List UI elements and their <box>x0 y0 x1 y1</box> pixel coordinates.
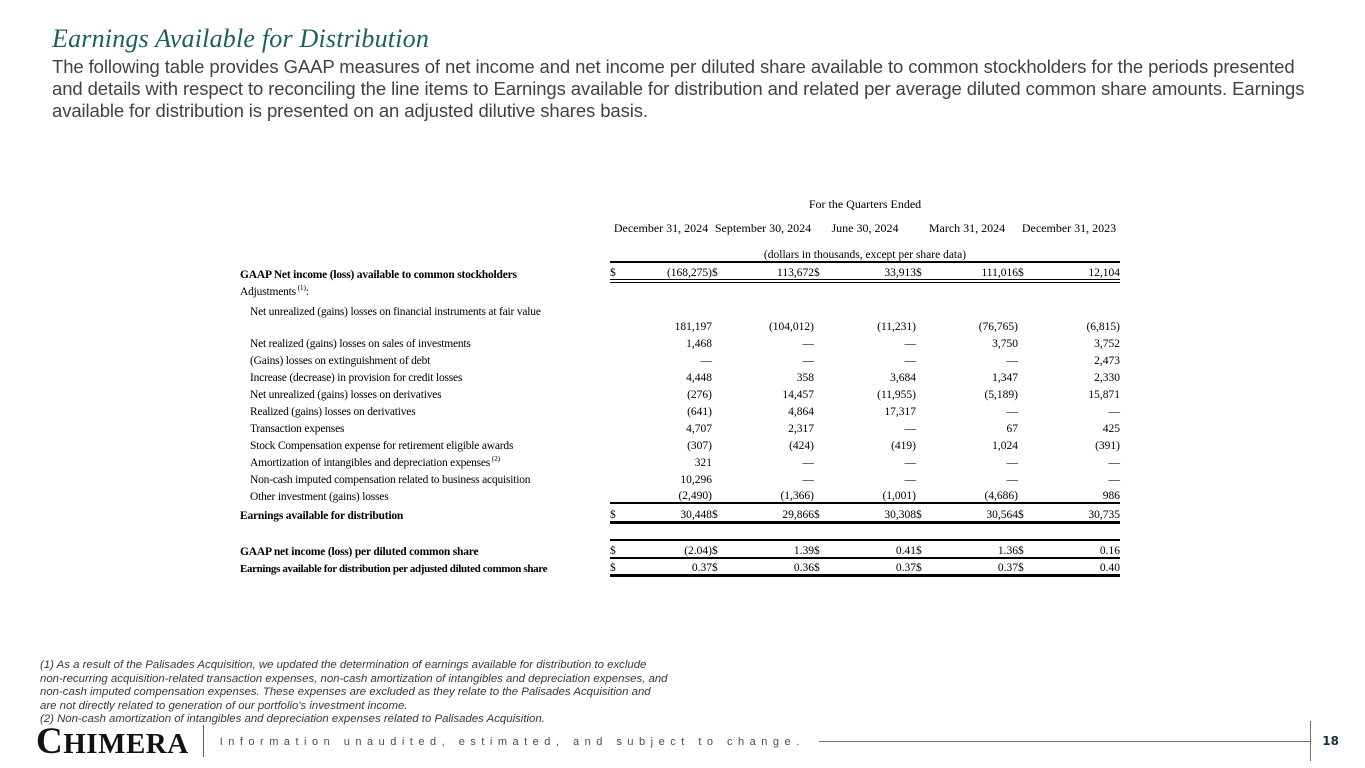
cell-value: (104,012) <box>768 321 814 333</box>
cell-value: (4,686) <box>940 486 1018 503</box>
footer <box>36 718 1339 764</box>
page-title: Earnings Available for Distribution <box>52 24 430 53</box>
cell-value: 2,473 <box>1094 355 1120 367</box>
cell-dollar-sign <box>1018 318 1042 333</box>
table-row <box>240 350 1120 367</box>
cell-value: 321 <box>694 457 712 469</box>
cell-value: 1.39 <box>736 540 814 558</box>
table-row <box>240 298 1120 318</box>
cell-value: 1,347 <box>992 372 1018 384</box>
table-row <box>240 452 1120 469</box>
cell-dollar-sign: $ <box>712 558 736 575</box>
table-row <box>240 333 1120 350</box>
cell-dollar-sign <box>814 333 838 350</box>
cell-dollar-sign <box>610 384 634 401</box>
table-row <box>240 281 1120 298</box>
cell-value: 0.37 <box>940 558 1018 575</box>
cell-dollar-sign <box>1018 367 1042 384</box>
cell-value: (76,765) <box>978 321 1018 333</box>
cell-dollar-sign <box>1018 435 1042 452</box>
cell-dollar-sign: $ <box>814 540 838 558</box>
cell-dollar-sign <box>610 486 634 503</box>
cell-dollar-sign <box>712 318 736 333</box>
cell-value: 30,564 <box>940 503 1018 522</box>
cell-value: 986 <box>1042 486 1120 503</box>
row-label: GAAP net income (loss) per diluted common share <box>240 546 479 558</box>
cell-value: — <box>904 423 916 435</box>
reconciliation-table <box>240 196 1120 577</box>
cell-dollar-sign <box>1018 281 1042 298</box>
cell-dollar-sign <box>712 350 736 367</box>
cell-dollar-sign <box>712 452 736 469</box>
cell-value: 30,308 <box>838 503 916 522</box>
cell-dollar-sign <box>610 367 634 384</box>
cell-value: (5,189) <box>984 389 1018 401</box>
cell-value <box>940 298 1018 318</box>
column-header-q1: December 31, 2024 <box>613 221 709 235</box>
cell-dollar-sign <box>916 333 940 350</box>
cell-dollar-sign: $ <box>916 558 940 575</box>
cell-value: 0.40 <box>1042 558 1120 575</box>
table-row <box>240 469 1120 486</box>
table-caption: For the Quarters Ended <box>808 197 922 211</box>
row-label: Amortization of intangibles and depreciation expenses $^{(2)}$ <box>250 454 500 469</box>
cell-dollar-sign: $ <box>610 503 634 522</box>
cell-dollar-sign: $ <box>916 540 940 558</box>
row-label: Net unrealized (gains) losses on derivatives <box>250 389 442 401</box>
cell-dollar-sign: $ <box>814 558 838 575</box>
cell-dollar-sign <box>814 469 838 486</box>
table-spacer-row <box>240 236 1120 246</box>
cell-value: 4,707 <box>686 423 712 435</box>
cell-value: — <box>802 338 814 350</box>
cell-value <box>634 298 712 318</box>
empty-cell <box>240 196 610 212</box>
table-row <box>240 367 1120 384</box>
cell-value: 0.37 <box>634 558 712 575</box>
cell-dollar-sign <box>712 367 736 384</box>
table-row <box>240 486 1120 503</box>
cell-value: — <box>1006 355 1018 367</box>
row-label: Earnings available for distribution per adjusted diluted common share <box>240 563 548 575</box>
cell-dollar-sign <box>1018 298 1042 318</box>
cell-dollar-sign <box>1018 384 1042 401</box>
cell-value: 1,024 <box>992 440 1018 452</box>
table-row <box>240 435 1120 452</box>
table-caption-row <box>240 196 1120 212</box>
footer-rule <box>819 741 1311 742</box>
empty-cell <box>240 246 610 262</box>
cell-dollar-sign: $ <box>610 262 634 281</box>
cell-value: (419) <box>891 440 916 452</box>
cell-dollar-sign: $ <box>610 558 634 575</box>
row-label: Transaction expenses <box>250 423 345 435</box>
cell-dollar-sign <box>1018 452 1042 469</box>
cell-value: 0.37 <box>838 558 916 575</box>
column-header-q3: June 30, 2024 <box>831 221 899 235</box>
cell-value: — <box>1108 457 1120 469</box>
footnote-1: (1) As a result of the Palisades Acquisition, we updated the determination of earnings available for distribution to exclude non-recurring acquisition-related transaction expenses, non-cash amortization of intangibles and depreciation expenses, and non-cash imputed compensation expenses. These expenses are excluded as they relate to the Palisades Acquisition and are not directly related to generation of our portfolio's investment income. <box>40 659 668 712</box>
cell-value: 1.36 <box>940 540 1018 558</box>
cell-dollar-sign <box>712 401 736 418</box>
table-row <box>240 401 1120 418</box>
row-label: Adjustments $^{(1)}$: <box>240 283 309 298</box>
table-spacer-row <box>240 522 1120 540</box>
cell-value: 10,296 <box>680 474 712 486</box>
cell-value: — <box>1006 406 1018 418</box>
cell-value: 33,913 <box>838 262 916 281</box>
cell-value: — <box>802 457 814 469</box>
row-label: Non-cash imputed compensation related to business acquisition <box>250 474 531 486</box>
cell-value: 1,468 <box>686 338 712 350</box>
column-header-q5: December 31, 2023 <box>1021 221 1117 235</box>
cell-dollar-sign <box>916 401 940 418</box>
cell-dollar-sign <box>814 435 838 452</box>
cell-dollar-sign <box>1018 350 1042 367</box>
cell-value: 0.36 <box>736 558 814 575</box>
cell-value: 15,871 <box>1088 389 1120 401</box>
cell-dollar-sign <box>712 281 736 298</box>
cell-value <box>736 298 814 318</box>
cell-dollar-sign <box>712 486 736 503</box>
cell-value: — <box>1006 474 1018 486</box>
cell-value: 3,750 <box>992 338 1018 350</box>
cell-value <box>1042 298 1120 318</box>
cell-dollar-sign <box>814 298 838 318</box>
cell-value <box>634 281 712 298</box>
table-row <box>240 418 1120 435</box>
table-row <box>240 503 1120 522</box>
cell-dollar-sign <box>1018 333 1042 350</box>
column-header-q4: March 31, 2024 <box>928 221 1006 235</box>
empty-cell <box>240 212 610 236</box>
row-label: Stock Compensation expense for retirement eligible awards <box>250 440 514 452</box>
cell-value: (424) <box>789 440 814 452</box>
cell-value: 4,448 <box>686 372 712 384</box>
cell-value: 0.16 <box>1042 540 1120 558</box>
cell-dollar-sign: $ <box>712 540 736 558</box>
cell-value: (11,955) <box>877 389 916 401</box>
cell-dollar-sign <box>610 318 634 333</box>
cell-value: (2,490) <box>634 486 712 503</box>
cell-dollar-sign: $ <box>916 503 940 522</box>
cell-value: 12,104 <box>1042 262 1120 281</box>
page-number-divider <box>1310 721 1311 761</box>
cell-dollar-sign: $ <box>1018 540 1042 558</box>
cell-dollar-sign <box>610 298 634 318</box>
cell-dollar-sign <box>916 435 940 452</box>
cell-dollar-sign <box>610 350 634 367</box>
row-label: Net realized (gains) losses on sales of investments <box>250 338 471 350</box>
cell-value: 30,735 <box>1042 503 1120 522</box>
cell-dollar-sign <box>1018 486 1042 503</box>
cell-dollar-sign: $ <box>712 503 736 522</box>
cell-value: 4,864 <box>788 406 814 418</box>
cell-value: (641) <box>687 406 712 418</box>
cell-value: 113,672 <box>736 262 814 281</box>
page-number: 18 <box>1322 734 1339 748</box>
row-label: Increase (decrease) in provision for credit losses <box>250 372 463 384</box>
cell-value: — <box>904 355 916 367</box>
row-label: Realized (gains) losses on derivatives <box>250 406 416 418</box>
cell-value: — <box>904 474 916 486</box>
cell-value: 111,016 <box>940 262 1018 281</box>
cell-dollar-sign: $ <box>916 262 940 281</box>
cell-value: 181,197 <box>674 321 712 333</box>
cell-value: 425 <box>1102 423 1120 435</box>
cell-dollar-sign <box>916 318 940 333</box>
cell-value: — <box>700 355 712 367</box>
cell-dollar-sign: $ <box>712 262 736 281</box>
cell-value: (2.04) <box>634 540 712 558</box>
cell-value: (1,001) <box>838 486 916 503</box>
cell-value: 3,752 <box>1094 338 1120 350</box>
cell-dollar-sign <box>1018 401 1042 418</box>
cell-value: 358 <box>796 372 814 384</box>
cell-dollar-sign <box>916 384 940 401</box>
cell-dollar-sign <box>916 281 940 298</box>
footnotes <box>40 659 668 727</box>
cell-value <box>838 281 916 298</box>
cell-dollar-sign <box>610 418 634 435</box>
cell-value: 2,317 <box>788 423 814 435</box>
cell-dollar-sign <box>814 281 838 298</box>
empty-cell <box>240 236 1120 246</box>
intro-paragraph: The following table provides GAAP measures of net income and net income per diluted share available to common stockholders for the periods presented and details with respect to reconciling the line items to Earnings available for distribution and related per average diluted common share amounts. Earnings available for distribution is presented on an adjusted dilutive shares basis. <box>52 56 1305 121</box>
cell-dollar-sign <box>610 281 634 298</box>
table-units-row <box>240 246 1120 262</box>
row-label: Other investment (gains) losses <box>250 491 389 503</box>
column-header-q2: September 30, 2024 <box>714 221 812 235</box>
cell-dollar-sign <box>610 469 634 486</box>
cell-value: (391) <box>1095 440 1120 452</box>
cell-value: 29,866 <box>736 503 814 522</box>
cell-dollar-sign <box>610 401 634 418</box>
cell-dollar-sign <box>610 333 634 350</box>
cell-value: — <box>904 457 916 469</box>
cell-value: (1,366) <box>736 486 814 503</box>
cell-dollar-sign <box>712 418 736 435</box>
footnote-2: (2) Non-cash amortization of intangibles and depreciation expenses related to Palisades Acquisition. <box>40 713 545 726</box>
cell-dollar-sign <box>712 333 736 350</box>
cell-value: 2,330 <box>1094 372 1120 384</box>
cell-dollar-sign <box>712 384 736 401</box>
table-row <box>240 384 1120 401</box>
cell-dollar-sign <box>916 452 940 469</box>
cell-dollar-sign <box>814 384 838 401</box>
row-label: (Gains) losses on extinguishment of debt <box>250 355 431 367</box>
cell-dollar-sign <box>814 418 838 435</box>
cell-dollar-sign <box>712 298 736 318</box>
cell-value: — <box>802 355 814 367</box>
footer-divider <box>203 725 204 757</box>
row-label: GAAP Net income (loss) available to common stockholders <box>240 269 517 281</box>
cell-dollar-sign <box>1018 418 1042 435</box>
cell-dollar-sign <box>712 469 736 486</box>
cell-value: 3,684 <box>890 372 916 384</box>
table-header-row <box>240 212 1120 236</box>
table-row <box>240 262 1120 281</box>
cell-value: 14,457 <box>782 389 814 401</box>
table-row <box>240 540 1120 558</box>
cell-dollar-sign <box>814 486 838 503</box>
units-note: (dollars in thousands, except per share data) <box>763 249 967 261</box>
cell-dollar-sign <box>610 452 634 469</box>
cell-value: — <box>1108 474 1120 486</box>
cell-value: 67 <box>1006 423 1018 435</box>
cell-dollar-sign <box>814 350 838 367</box>
cell-dollar-sign <box>712 435 736 452</box>
cell-value <box>1042 281 1120 298</box>
chimera-logo: CHIMERA <box>36 720 189 762</box>
cell-dollar-sign <box>814 318 838 333</box>
cell-dollar-sign <box>814 401 838 418</box>
cell-value: 0.41 <box>838 540 916 558</box>
cell-value: (276) <box>687 389 712 401</box>
cell-value: 30,448 <box>634 503 712 522</box>
cell-dollar-sign: $ <box>610 540 634 558</box>
cell-dollar-sign <box>916 418 940 435</box>
row-label <box>240 318 610 333</box>
cell-value <box>736 281 814 298</box>
cell-value: (11,231) <box>877 321 916 333</box>
cell-value: (6,815) <box>1086 321 1120 333</box>
cell-value: (307) <box>687 440 712 452</box>
earnings-table <box>240 196 1120 577</box>
cell-dollar-sign: $ <box>1018 262 1042 281</box>
cell-dollar-sign <box>916 486 940 503</box>
cell-dollar-sign <box>916 298 940 318</box>
row-label: Earnings available for distribution <box>240 510 404 522</box>
table-row <box>240 318 1120 333</box>
table-row <box>240 558 1120 575</box>
cell-dollar-sign <box>814 367 838 384</box>
cell-dollar-sign: $ <box>814 503 838 522</box>
cell-dollar-sign <box>610 435 634 452</box>
cell-dollar-sign: $ <box>1018 503 1042 522</box>
footer-disclaimer: Information unaudited, estimated, and subject to change. <box>219 736 805 748</box>
row-label: Net unrealized (gains) losses on financial instruments at fair value <box>250 306 541 318</box>
cell-value: — <box>1108 406 1120 418</box>
cell-value: — <box>802 474 814 486</box>
cell-dollar-sign <box>916 367 940 384</box>
empty-cell <box>240 522 1120 540</box>
cell-value <box>838 298 916 318</box>
cell-dollar-sign <box>814 452 838 469</box>
cell-dollar-sign <box>1018 469 1042 486</box>
cell-value: (168,275) <box>634 262 712 281</box>
cell-dollar-sign <box>916 350 940 367</box>
cell-value: — <box>1006 457 1018 469</box>
cell-value: 17,317 <box>884 406 916 418</box>
cell-dollar-sign <box>916 469 940 486</box>
cell-dollar-sign: $ <box>814 262 838 281</box>
cell-value: — <box>904 338 916 350</box>
cell-value <box>940 281 1018 298</box>
cell-dollar-sign: $ <box>1018 558 1042 575</box>
